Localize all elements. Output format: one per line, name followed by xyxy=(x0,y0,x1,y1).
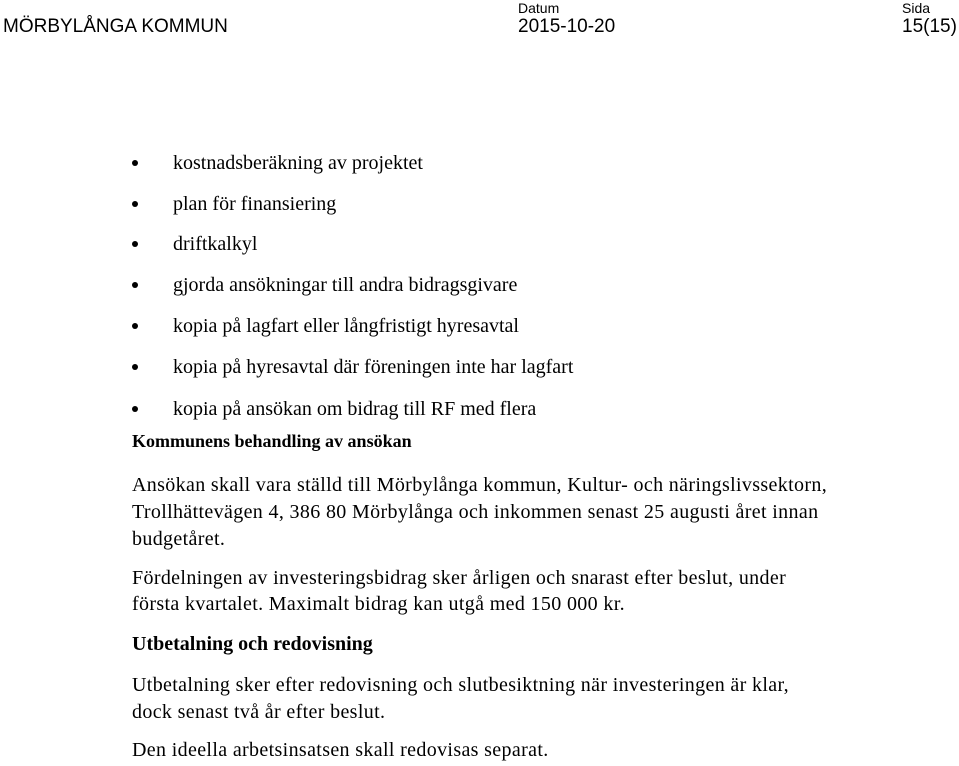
date-value: 2015-10-20 xyxy=(518,16,616,37)
bullet-icon xyxy=(132,406,138,412)
list-item-text: kopia på hyresavtal där föreningen inte har lagfart xyxy=(173,356,574,378)
bullet-icon xyxy=(132,323,138,329)
paragraph: Ansökan skall vara ställd till Mörbylånga kommun, Kultur- och näringslivssektorn, Trollhättevägen 4, 386 80 Mörbylånga och inkommen senast 25 augusti året innan budgetåret. xyxy=(132,474,828,550)
section-heading: Utbetalning och redovisning xyxy=(132,633,373,655)
list-item-text: gjorda ansökningar till andra bidragsgivare xyxy=(173,274,518,296)
list-item-text: kopia på ansökan om bidrag till RF med flera xyxy=(173,398,537,420)
paragraph: Den ideella arbetsinsatsen skall redovisas separat. xyxy=(132,739,549,761)
bullet-icon xyxy=(132,160,138,166)
list-item-text: kopia på lagfart eller långfristigt hyresavtal xyxy=(173,315,519,337)
bullet-icon xyxy=(132,241,138,247)
paragraph: Utbetalning sker efter redovisning och slutbesiktning när investeringen är klar, dock senast två år efter beslut. xyxy=(132,674,790,723)
date-label: Datum xyxy=(518,0,560,16)
list-item-text: plan för finansiering xyxy=(173,193,337,215)
paragraph: Fördelningen av investeringsbidrag sker årligen och snarast efter beslut, under första kvartalet. Maximalt bidrag kan utgå med 150 000 kr. xyxy=(132,567,787,615)
bullet-icon xyxy=(132,282,138,288)
bullet-icon xyxy=(132,201,138,207)
list-item-text: driftkalkyl xyxy=(173,233,258,255)
list-item-text: kostnadsberäkning av projektet xyxy=(173,152,423,174)
page-label: Sida xyxy=(902,0,931,16)
bullet-icon xyxy=(132,364,138,370)
page-number: 15(15) xyxy=(902,16,957,37)
section-heading: Kommunens behandling av ansökan xyxy=(132,431,412,451)
organization-name: MÖRBYLÅNGA KOMMUN xyxy=(3,16,228,37)
